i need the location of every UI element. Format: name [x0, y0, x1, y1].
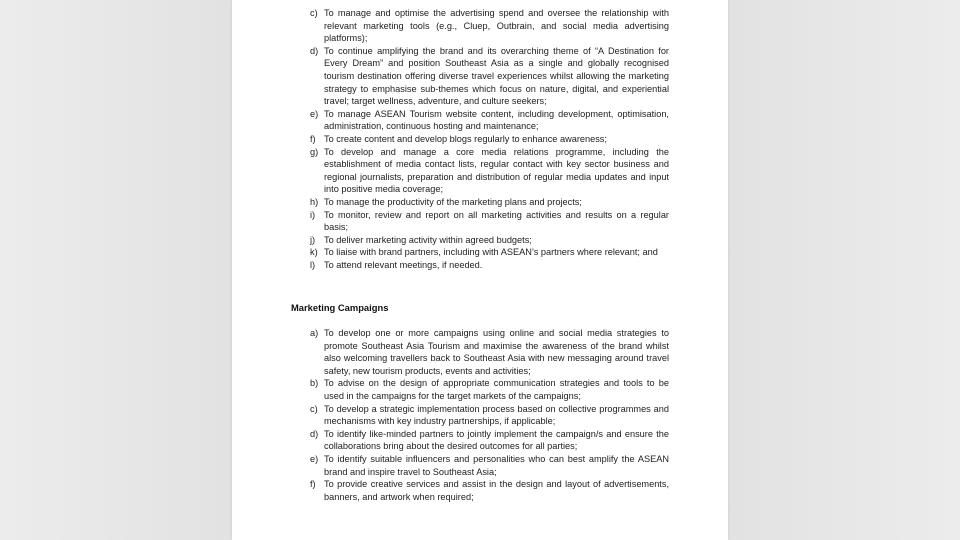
campaigns-list — [232, 327, 728, 503]
list-item — [232, 234, 728, 247]
list-item — [232, 246, 728, 259]
list-marker: e) — [310, 108, 319, 119]
list-item — [232, 146, 728, 196]
list-marker: g) — [310, 146, 319, 157]
list-item — [232, 403, 728, 428]
list-item-text: To manage the productivity of the marketing plans and projects; — [324, 196, 582, 207]
section-heading: Marketing Campaigns — [291, 302, 389, 313]
list-item — [232, 428, 728, 453]
list-item-text: To deliver marketing activity within agreed budgets; — [324, 234, 532, 245]
list-marker: d) — [310, 428, 319, 439]
list-item — [232, 108, 728, 133]
list-item-text: To create content and develop blogs regularly to enhance awareness; — [324, 133, 607, 144]
list-item-text: To develop one or more campaigns using online and social media strategies to promote Southeast Asia Tourism and maximise the awareness of the brand whilst also welcoming travellers back to Southeast Asia with new messaging around travel safety, new tourism products, events and activities; — [324, 328, 669, 376]
list-item — [232, 478, 728, 503]
list-item — [232, 327, 728, 377]
list-item-text: To identify suitable influencers and personalities who can best amplify the ASEAN brand and inspire travel to Southeast Asia; — [324, 453, 669, 477]
list-marker: e) — [310, 453, 319, 464]
list-item-text: To monitor, review and report on all marketing activities and results on a regular basis; — [324, 209, 669, 233]
list-marker: h) — [310, 196, 319, 207]
list-item — [232, 7, 728, 45]
list-marker: k) — [310, 247, 318, 258]
list-item-text: To advise on the design of appropriate communication strategies and tools to be used in the campaigns for the target markets of the campaigns; — [324, 378, 669, 401]
list-marker: c) — [310, 8, 318, 18]
background-right — [728, 0, 960, 540]
list-item-text: To liaise with brand partners, including with ASEAN’s partners where relevant; and — [324, 247, 658, 258]
document-page — [232, 0, 728, 540]
list-item — [232, 453, 728, 478]
list-marker: d) — [310, 45, 319, 56]
list-marker: i) — [310, 209, 316, 220]
list-item-text: To manage and optimise the advertising spend and oversee the relationship with relevant marketing tools (e.g., Cluep, Outbrain, and social media advertising platforms); — [324, 8, 669, 44]
list-item — [232, 133, 728, 146]
list-item — [232, 45, 728, 108]
list-item — [232, 209, 728, 234]
list-item-text: To continue amplifying the brand and its overarching theme of “A Destination for Every Dream” and position Southeast Asia as a single and globally recognised tourism destination offering diverse travel experiences whilst allowing the marketing strategy to emphasise sub-themes which focus on nature, digital, and experiential travel; target wellness, adventure, and culture seekers; — [324, 45, 669, 107]
list-marker: b) — [310, 378, 319, 389]
list-marker: f) — [310, 479, 316, 490]
list-item-text: To develop and manage a core media relations programme, including the establishment of media contact lists, regular contact with key sector business and regional journalists, preparation and distribution of regular media updates and input into positive media coverage; — [324, 146, 669, 195]
list-marker: f) — [310, 133, 316, 144]
list-item — [232, 259, 728, 272]
responsibilities-list — [232, 7, 728, 271]
list-item-text: To manage ASEAN Tourism website content, including development, optimisation, administration, continuous hosting and maintenance; — [324, 108, 669, 132]
list-marker: l) — [310, 259, 316, 270]
list-marker: a) — [310, 328, 319, 338]
list-marker: j) — [310, 234, 316, 245]
list-item-text: To identify like-minded partners to jointly implement the campaign/s and ensure the collaborations bring about the desired outcomes for all parties; — [324, 428, 669, 452]
list-marker: c) — [310, 403, 318, 414]
list-item — [232, 377, 728, 402]
list-item-text: To attend relevant meetings, if needed. — [324, 259, 483, 270]
list-item-text: To develop a strategic implementation process based on collective programmes and mechanisms with key industry partnerships, if applicable; — [324, 403, 669, 427]
background-left — [0, 0, 232, 540]
list-item — [232, 196, 728, 209]
list-item-text: To provide creative services and assist in the design and layout of advertisements, banners, and artwork when required; — [324, 479, 669, 502]
